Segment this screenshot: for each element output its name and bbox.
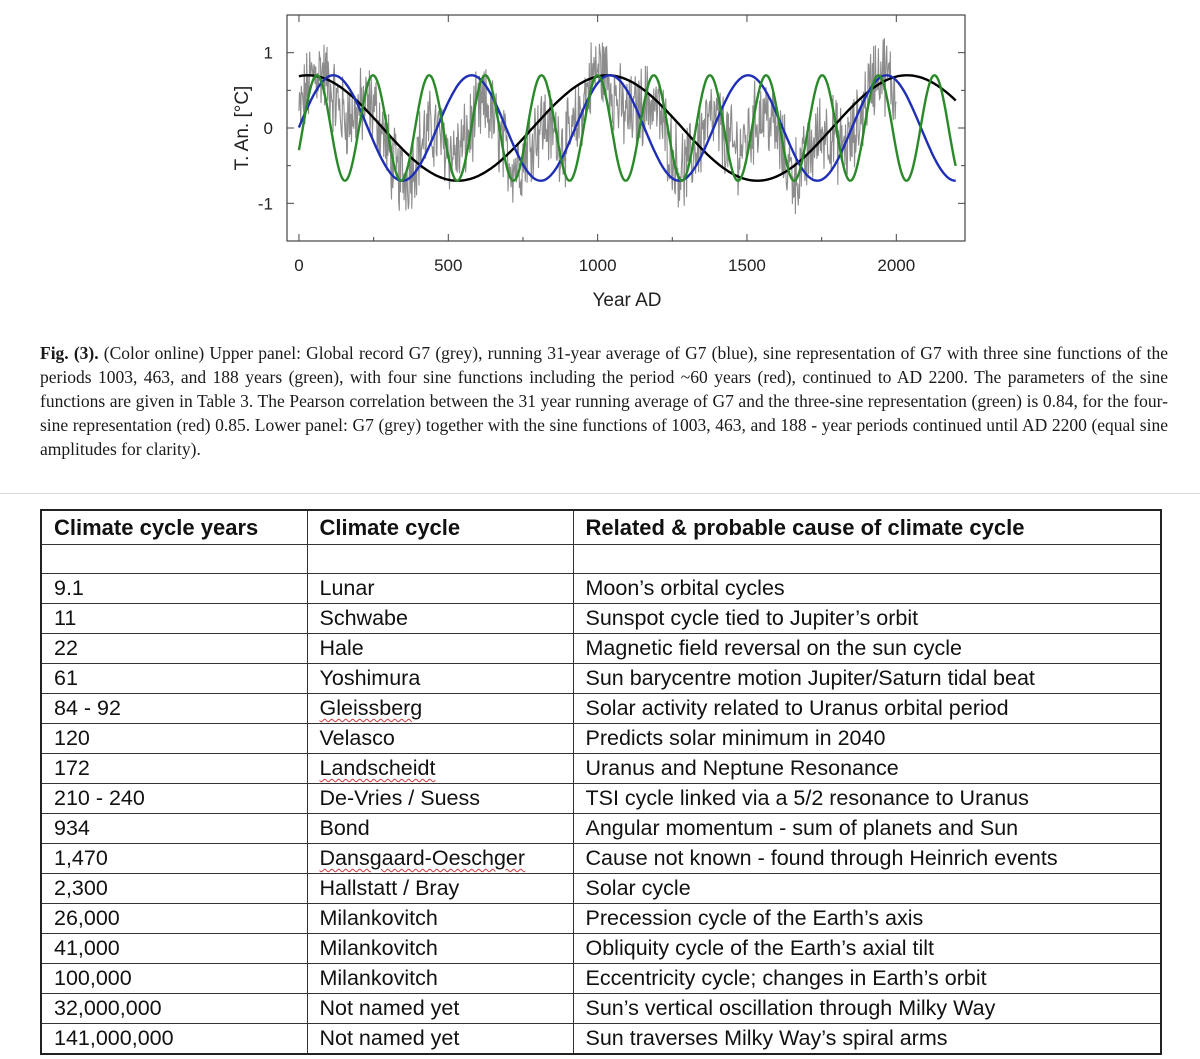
x-tick-label: 1000: [578, 256, 617, 275]
table-row: [41, 994, 1161, 1024]
cell-cycle-name: [307, 545, 573, 574]
cell-cycle-years: 934: [41, 814, 307, 844]
cell-cycle-cause: Sunspot cycle tied to Jupiter’s orbit: [573, 604, 1161, 634]
cell-cycle-name: Milankovitch: [307, 904, 573, 934]
cycle-name-text: Gleissberg: [319, 696, 423, 720]
cell-cycle-name: Not named yet: [307, 1024, 573, 1055]
cell-cycle-years: 210 - 240: [41, 784, 307, 814]
cell-cycle-years: [41, 545, 307, 574]
cycle-name-text: Landscheidt: [319, 756, 436, 780]
table-row: [41, 574, 1161, 604]
cell-cycle-name: De-Vries / Suess: [307, 784, 573, 814]
cell-cycle-name: Velasco: [307, 724, 573, 754]
cell-cycle-years: 32,000,000: [41, 994, 307, 1024]
cell-cycle-name: [307, 754, 573, 784]
cell-cycle-cause: Sun’s vertical oscillation through Milky Way: [573, 994, 1161, 1024]
cell-cycle-name: [307, 694, 573, 724]
cell-cycle-name: Yoshimura: [307, 664, 573, 694]
cell-cycle-name: Hallstatt / Bray: [307, 874, 573, 904]
cell-cycle-cause: TSI cycle linked via a 5/2 resonance to Uranus: [573, 784, 1161, 814]
cycle-name-text: Dansgaard-Oeschger: [319, 846, 526, 870]
table-row: [41, 964, 1161, 994]
y-tick-label: 1: [263, 43, 273, 63]
x-tick-label: 1500: [728, 256, 766, 275]
cell-cycle-name: Schwabe: [307, 604, 573, 634]
cell-cycle-years: 100,000: [41, 964, 307, 994]
cell-cycle-cause: Sun barycentre motion Jupiter/Saturn tidal beat: [573, 664, 1161, 694]
table-row: [41, 874, 1161, 904]
cell-cycle-cause: Obliquity cycle of the Earth’s axial tilt: [573, 934, 1161, 964]
table-row: [41, 754, 1161, 784]
cell-cycle-years: 9.1: [41, 574, 307, 604]
table-row: [41, 784, 1161, 814]
caption-text: (Color online) Upper panel: Global record G7 (grey), running 31-year average of G7 (blue), sine representation of G7 with three sine functions of the periods 1003, 463, and 188 years (green), with four sine functions including the period ~60 years (red), continued to AD 2200. The parameters of the sine functions are given in Table 3. The Pearson correlation between the 31 year running average of G7 and the three-sine representation (green) is 0.84, for the four-sine representation (red) 0.85. Lower panel: G7 (grey) together with the sine functions of 1003, 463, and 188 - year periods continued until AD 2200 (equal sine amplitudes for clarity).: [40, 343, 1168, 459]
cell-cycle-years: 141,000,000: [41, 1024, 307, 1055]
cell-cycle-name: Milankovitch: [307, 964, 573, 994]
cell-cycle-cause: Solar cycle: [573, 874, 1161, 904]
section-divider: [0, 493, 1200, 494]
cell-cycle-name: Lunar: [307, 574, 573, 604]
cell-cycle-cause: Predicts solar minimum in 2040: [573, 724, 1161, 754]
table-row: [41, 814, 1161, 844]
cell-cycle-cause: Cause not known - found through Heinrich events: [573, 844, 1161, 874]
caption-label: Fig. (3).: [40, 343, 99, 363]
cell-cycle-years: 1,470: [41, 844, 307, 874]
cell-cycle-years: 41,000: [41, 934, 307, 964]
cell-cycle-cause: Uranus and Neptune Resonance: [573, 754, 1161, 784]
cell-cycle-cause: Eccentricity cycle; changes in Earth’s orbit: [573, 964, 1161, 994]
cell-cycle-cause: Moon’s orbital cycles: [573, 574, 1161, 604]
table-row: [41, 664, 1161, 694]
cell-cycle-cause: Precession cycle of the Earth’s axis: [573, 904, 1161, 934]
table-row: [41, 634, 1161, 664]
cell-cycle-name: Hale: [307, 634, 573, 664]
y-tick-label: 0: [263, 119, 273, 138]
cell-cycle-cause: Sun traverses Milky Way’s spiral arms: [573, 1024, 1161, 1055]
table-row: [41, 545, 1161, 574]
x-tick-label: 0: [294, 256, 304, 275]
cell-cycle-years: 120: [41, 724, 307, 754]
cell-cycle-years: 172: [41, 754, 307, 784]
cell-cycle-years: 61: [41, 664, 307, 694]
cell-cycle-years: 2,300: [41, 874, 307, 904]
table-header-row: [41, 510, 1161, 545]
table-row: [41, 724, 1161, 754]
cell-cycle-cause: Solar activity related to Uranus orbital period: [573, 694, 1161, 724]
cell-cycle-name: Not named yet: [307, 994, 573, 1024]
y-tick-label: -1: [257, 194, 273, 214]
table-row: [41, 604, 1161, 634]
cell-cycle-cause: [573, 545, 1161, 574]
table-row: [41, 904, 1161, 934]
figure-caption: [40, 341, 1168, 461]
series-line-grey-record: [299, 38, 896, 214]
cell-cycle-cause: Magnetic field reversal on the sun cycle: [573, 634, 1161, 664]
temperature-anomaly-chart: [0, 0, 1200, 320]
cell-cycle-years: 22: [41, 634, 307, 664]
cell-cycle-name: Milankovitch: [307, 934, 573, 964]
table-row: [41, 934, 1161, 964]
table-row: [41, 694, 1161, 724]
x-tick-label: 2000: [877, 256, 916, 275]
x-axis-label: Year AD: [592, 290, 662, 311]
header-cycle-name: Climate cycle: [307, 510, 573, 545]
y-axis-label: T. An. [°C]: [232, 85, 253, 171]
table-row: [41, 844, 1161, 874]
cell-cycle-cause: Angular momentum - sum of planets and Sun: [573, 814, 1161, 844]
climate-cycle-table: [40, 509, 1162, 1055]
x-tick-label: 500: [434, 256, 463, 275]
cell-cycle-name: Bond: [307, 814, 573, 844]
header-cycle-cause: Related & probable cause of climate cycle: [573, 510, 1161, 545]
cell-cycle-years: 26,000: [41, 904, 307, 934]
table-row: [41, 1024, 1161, 1055]
cell-cycle-years: 11: [41, 604, 307, 634]
header-cycle-years: Climate cycle years: [41, 510, 307, 545]
cell-cycle-name: [307, 844, 573, 874]
cell-cycle-years: 84 - 92: [41, 694, 307, 724]
